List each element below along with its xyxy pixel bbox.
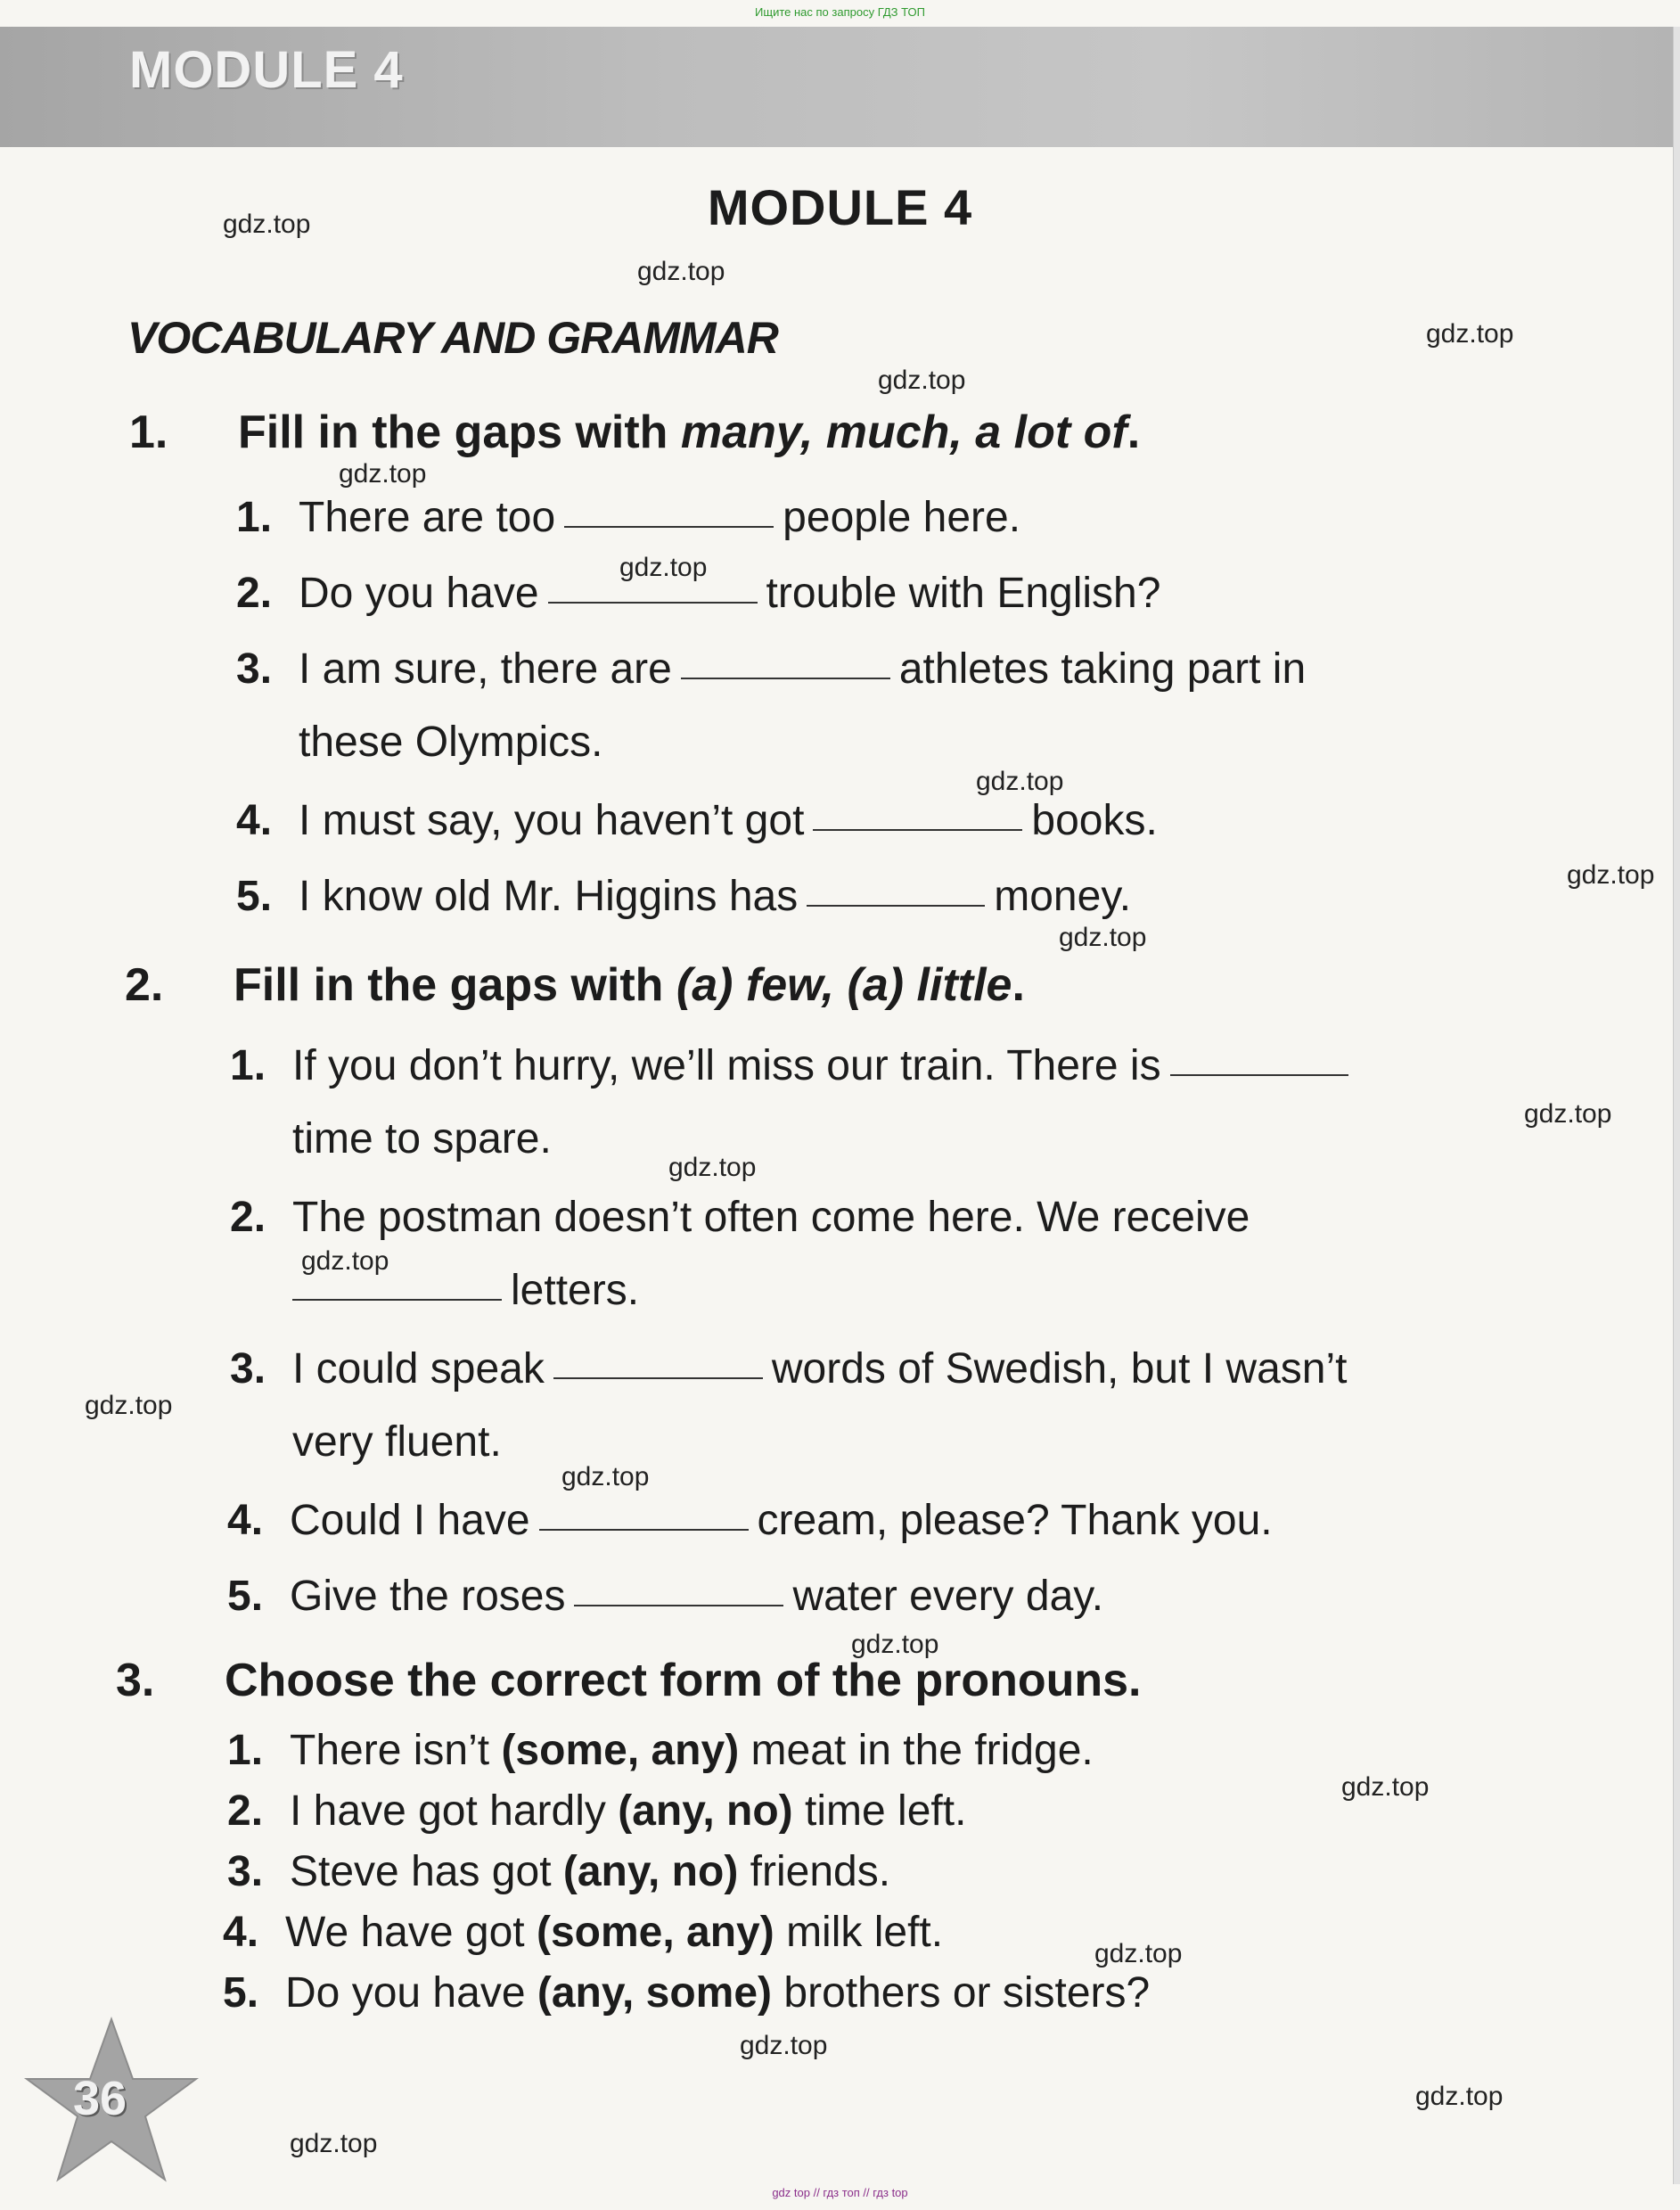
watermark: gdz.top (561, 1462, 650, 1491)
pronoun-options[interactable]: (any, no) (562, 1848, 739, 1895)
watermark: gdz.top (740, 2031, 828, 2060)
ex3-item-3: 3. Steve has got (any, no) friends. (227, 1848, 891, 1895)
answer-gap[interactable] (681, 678, 890, 679)
exercise-instruction-emphasis: many, much, a lot of (680, 407, 1127, 458)
pronoun-options[interactable]: (some, any) (536, 1909, 774, 1956)
watermark: gdz.top (1524, 1099, 1612, 1129)
ex2-item-4: 4. Could I have cream, please? Thank you. (227, 1497, 1273, 1544)
watermark: gdz.top (85, 1391, 173, 1420)
ex2-item-2: 2. The postman doesn’t often come here. We receive letters. (230, 1194, 1250, 1314)
exercise-instruction-emphasis: (a) few, (a) little (676, 959, 1012, 1011)
exercise-number: 1. (129, 407, 168, 458)
answer-gap[interactable] (574, 1605, 783, 1606)
ex2-item-5: 5. Give the roses water every day. (227, 1573, 1104, 1620)
answer-gap[interactable] (553, 1377, 763, 1379)
ex3-item-2: 2. I have got hardly (any, no) time left. (227, 1787, 967, 1835)
exercise-instruction: Fill in the gaps with (238, 407, 681, 458)
bottom-note: gdz top // гдз топ // гдз top (772, 2186, 908, 2199)
page-title: MODULE 4 (707, 179, 973, 235)
ex3-item-4: 4. We have got (some, any) milk left. (223, 1909, 944, 1956)
section-heading: VOCABULARY AND GRAMMAR (127, 313, 778, 363)
answer-gap[interactable] (292, 1299, 502, 1301)
ex1-item-3: 3. I am sure, there are athletes taking part in these Olympics. (236, 645, 1307, 766)
answer-gap[interactable] (1170, 1074, 1348, 1076)
watermark: gdz.top (339, 459, 427, 489)
ex1-item-4: 4. I must say, you haven’t got books. (236, 797, 1158, 844)
pronoun-options[interactable]: (any, some) (537, 1969, 773, 2017)
ex1-item-1: 1. There are too people here. (236, 494, 1021, 541)
watermark: gdz.top (290, 2129, 378, 2158)
ex3-item-5: 5. Do you have (any, some) brothers or sisters? (223, 1969, 1151, 2017)
pronoun-options[interactable]: (any, no) (618, 1787, 793, 1835)
exercise-1-heading: 1. Fill in the gaps with many, much, a lot of. (129, 407, 1141, 458)
ex2-item-3: 3. I could speak words of Swedish, but I wasn’t very fluent. (230, 1345, 1348, 1466)
page-edge (1673, 27, 1680, 2184)
exercise-instruction: Choose the correct form of the pronouns. (225, 1655, 1142, 1706)
top-note: Ищите нас по запросу ГДЗ ТОП (755, 5, 925, 19)
answer-gap[interactable] (813, 829, 1022, 831)
watermark: gdz.top (976, 767, 1064, 796)
ex2-item-1: 1. If you don’t hurry, we’ll miss our train. There is time to spare. (230, 1030, 1357, 1176)
watermark: gdz.top (851, 1630, 939, 1659)
watermark: gdz.top (1426, 319, 1514, 349)
watermark: gdz.top (668, 1153, 757, 1182)
module-header-title: MODULE 4 (129, 41, 404, 99)
exercise-number: 2. (125, 959, 164, 1011)
ex1-item-2: 2. Do you have trouble with English? (236, 570, 1161, 617)
watermark: gdz.top (878, 366, 966, 395)
watermark: gdz.top (1415, 2082, 1504, 2111)
watermark: gdz.top (637, 257, 725, 286)
exercise-2-heading: 2. Fill in the gaps with (a) few, (a) little. (125, 959, 1025, 1011)
answer-gap[interactable] (807, 905, 985, 907)
watermark: gdz.top (1567, 860, 1655, 890)
watermark: gdz.top (1059, 923, 1147, 952)
watermark: gdz.top (301, 1246, 389, 1276)
answer-gap[interactable] (564, 526, 774, 528)
exercise-instruction: Fill in the gaps with (234, 959, 676, 1011)
answer-gap[interactable] (539, 1529, 749, 1531)
watermark: gdz.top (619, 553, 708, 582)
exercise-3-heading (116, 1654, 1142, 1707)
ex1-item-5: 5. I know old Mr. Higgins has money. (236, 873, 1132, 920)
watermark: gdz.top (1341, 1772, 1430, 1802)
ex3-item-1: 1. There isn’t (some, any) meat in the fridge. (227, 1727, 1094, 1774)
exercise-number: 3. (116, 1655, 155, 1706)
pronoun-options[interactable]: (some, any) (501, 1727, 740, 1774)
watermark: gdz.top (223, 209, 311, 239)
answer-gap[interactable] (548, 602, 758, 604)
watermark: gdz.top (1094, 1939, 1183, 1968)
page-number: 36 (73, 2072, 127, 2125)
